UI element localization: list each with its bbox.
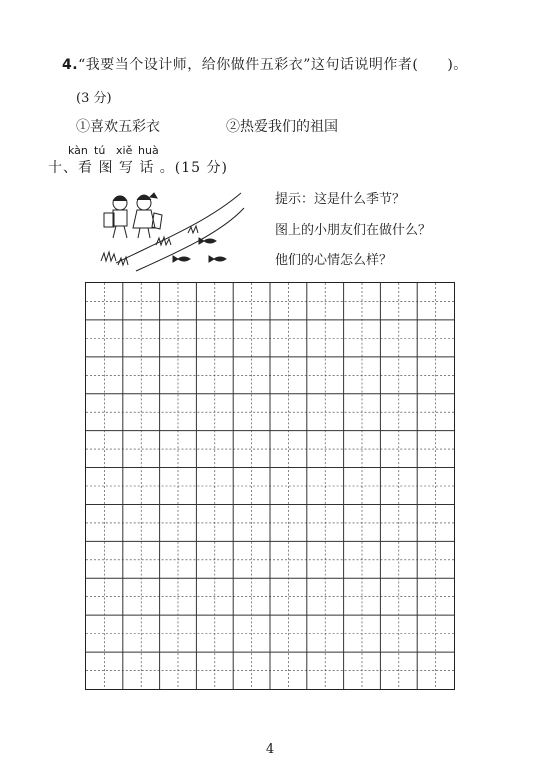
hint-line-2: 图上的小朋友们在做什么？ <box>275 223 432 238</box>
question-4 <box>62 54 468 74</box>
option-1: ①喜欢五彩衣 <box>76 119 160 135</box>
question-4-score: (3 分) <box>76 91 112 106</box>
writing-grid[interactable] <box>85 282 455 690</box>
question-4-text: “我要当个设计师，给你做件五彩衣”这句话说明作者( )。 <box>78 57 468 73</box>
question-4-number: 4. <box>62 57 79 73</box>
section-10-title: 十、看 图 写 话 。(15 分) <box>48 160 228 176</box>
option-2: ②热爱我们的祖国 <box>226 119 338 135</box>
page-number: 4 <box>265 742 275 757</box>
hint-line-3: 他们的心情怎么样？ <box>275 253 393 268</box>
hint-line-1: 提示：这是什么季节？ <box>275 192 406 207</box>
spring-outing-illustration <box>96 183 246 273</box>
pinyin-tu: tú <box>94 144 106 157</box>
pinyin-hua: huà <box>138 144 159 157</box>
pinyin-kan: kàn <box>68 144 88 157</box>
pinyin-xie: xiě <box>116 144 133 157</box>
